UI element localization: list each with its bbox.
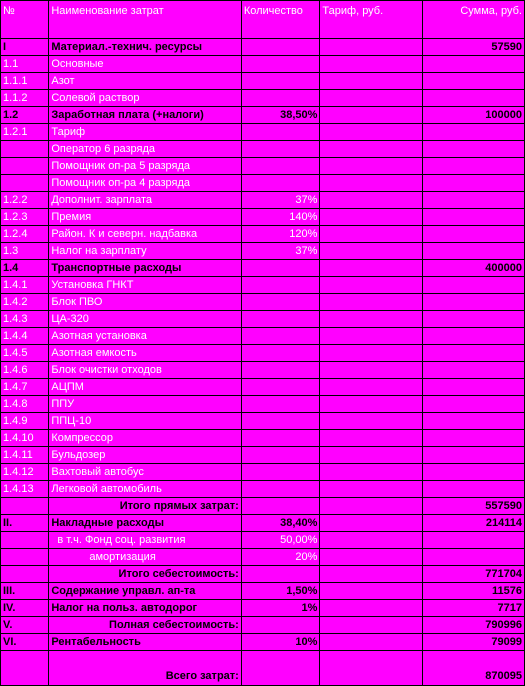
cell-name: Помощник оп-ра 5 разряда <box>49 158 241 175</box>
cell-tariff <box>320 107 423 124</box>
cell-num: 1.2.2 <box>1 192 49 209</box>
cell-qty <box>241 277 320 294</box>
cell-num: 1.4.11 <box>1 447 49 464</box>
cell-num: 1.1 <box>1 56 49 73</box>
cell-qty <box>241 430 320 447</box>
cell-sum <box>423 396 525 413</box>
header-name: Наименование затрат <box>49 1 241 39</box>
cell-num <box>1 498 49 515</box>
cell-qty <box>241 260 320 277</box>
cell-qty <box>241 566 320 583</box>
header-tariff: Тариф, руб. <box>320 1 423 39</box>
cell-num: 1.4.7 <box>1 379 49 396</box>
cell-name: Содержание управл. ап-та <box>49 583 241 600</box>
cell-num: 1.4.3 <box>1 311 49 328</box>
cell-qty <box>241 413 320 430</box>
cell-num: 1.4.12 <box>1 464 49 481</box>
cell-num: 1.4.2 <box>1 294 49 311</box>
cell-num: 1.4.5 <box>1 345 49 362</box>
table-row <box>1 532 525 549</box>
table-row <box>1 583 525 600</box>
cell-tariff <box>320 39 423 56</box>
cell-name: Установка ГНКТ <box>49 277 241 294</box>
cell-sum <box>423 294 525 311</box>
cell-tariff <box>320 175 423 192</box>
total-sum: 870095 <box>423 651 525 686</box>
cell-tariff <box>320 260 423 277</box>
cell-num <box>1 175 49 192</box>
table-row <box>1 430 525 447</box>
cell-name: Накладные расходы <box>49 515 241 532</box>
table-row <box>1 90 525 107</box>
cell-name: Тариф <box>49 124 241 141</box>
cell-tariff <box>320 583 423 600</box>
cell-num: 1.2 <box>1 107 49 124</box>
cell-sum <box>423 549 525 566</box>
cell-tariff <box>320 549 423 566</box>
cell-tariff <box>320 566 423 583</box>
cell-num: VI. <box>1 634 49 651</box>
cell-qty <box>241 141 320 158</box>
cell-name: Легковой автомобиль <box>49 481 241 498</box>
cell-sum: 79099 <box>423 634 525 651</box>
cell-qty: 10% <box>241 634 320 651</box>
table-row <box>1 39 525 56</box>
cell-tariff <box>320 447 423 464</box>
cell-sum: 11576 <box>423 583 525 600</box>
cell-name: АЦПМ <box>49 379 241 396</box>
cell-sum <box>423 209 525 226</box>
header-num: № <box>1 1 49 39</box>
table-row <box>1 311 525 328</box>
cell-tariff <box>320 209 423 226</box>
cell-tariff <box>320 617 423 634</box>
cell-tariff <box>320 141 423 158</box>
cell-qty <box>241 158 320 175</box>
cell-num: 1.2.4 <box>1 226 49 243</box>
cell-qty <box>241 396 320 413</box>
cell-num <box>1 158 49 175</box>
cell-tariff <box>320 600 423 617</box>
cell-qty <box>241 345 320 362</box>
table-row <box>1 464 525 481</box>
cell-name: Налог на зарплату <box>49 243 241 260</box>
cell-qty: 37% <box>241 192 320 209</box>
cell-qty <box>241 481 320 498</box>
cell-name: ЦА-320 <box>49 311 241 328</box>
table-row <box>1 447 525 464</box>
table-header-row <box>1 1 525 39</box>
cell-sum <box>423 379 525 396</box>
cell-sum <box>423 175 525 192</box>
cell-name: Рентабельность <box>49 634 241 651</box>
cell-sum <box>423 124 525 141</box>
cell-sum <box>423 447 525 464</box>
cell-num: 1.4 <box>1 260 49 277</box>
cell-sum: 7717 <box>423 600 525 617</box>
table-row <box>1 260 525 277</box>
cell-num: V. <box>1 617 49 634</box>
table-row <box>1 124 525 141</box>
total-label: Всего затрат: <box>49 651 241 686</box>
cell-tariff <box>320 294 423 311</box>
cell-name: Дополнит. зарплата <box>49 192 241 209</box>
table-row <box>1 379 525 396</box>
cell-tariff <box>320 634 423 651</box>
cell-name: в т.ч. Фонд соц. развития <box>49 532 241 549</box>
cell-sum: 100000 <box>423 107 525 124</box>
cell-name: ППУ <box>49 396 241 413</box>
cell-sum <box>423 328 525 345</box>
cell-num: 1.2.1 <box>1 124 49 141</box>
cell-num <box>1 141 49 158</box>
cell-qty <box>241 56 320 73</box>
cell-name: Район. К и северн. надбавка <box>49 226 241 243</box>
cell-name: Азот <box>49 73 241 90</box>
cell-num: 1.1.1 <box>1 73 49 90</box>
cell-tariff <box>320 379 423 396</box>
cell-name: Азотная емкость <box>49 345 241 362</box>
cell-sum <box>423 481 525 498</box>
cell-num: 1.4.9 <box>1 413 49 430</box>
header-sum: Сумма, руб. <box>423 1 525 39</box>
cell-tariff <box>320 311 423 328</box>
table-row <box>1 362 525 379</box>
total-tariff <box>320 651 423 686</box>
cell-sum <box>423 311 525 328</box>
cell-sum: 790996 <box>423 617 525 634</box>
table-row <box>1 243 525 260</box>
table-row <box>1 226 525 243</box>
cell-sum <box>423 226 525 243</box>
table-row <box>1 345 525 362</box>
cell-sum <box>423 277 525 294</box>
cell-name: Помощник оп-ра 4 разряда <box>49 175 241 192</box>
cell-name: Заработная плата (+налоги) <box>49 107 241 124</box>
cell-qty: 38,40% <box>241 515 320 532</box>
cell-num: 1.4.1 <box>1 277 49 294</box>
cell-num: 1.4.13 <box>1 481 49 498</box>
cell-qty <box>241 39 320 56</box>
cell-name: Блок очистки отходов <box>49 362 241 379</box>
cell-sum <box>423 73 525 90</box>
cell-qty <box>241 379 320 396</box>
cell-tariff <box>320 226 423 243</box>
table-row <box>1 175 525 192</box>
table-row <box>1 498 525 515</box>
cell-sum: 214114 <box>423 515 525 532</box>
cell-sum <box>423 90 525 107</box>
table-row <box>1 634 525 651</box>
cell-num: 1.4.4 <box>1 328 49 345</box>
table-row <box>1 192 525 209</box>
cell-num: 1.3 <box>1 243 49 260</box>
table-row <box>1 396 525 413</box>
cell-qty <box>241 362 320 379</box>
cell-qty <box>241 311 320 328</box>
cell-num: IV. <box>1 600 49 617</box>
table-row <box>1 141 525 158</box>
cell-qty <box>241 328 320 345</box>
cell-qty: 37% <box>241 243 320 260</box>
cell-num: III. <box>1 583 49 600</box>
cell-qty <box>241 175 320 192</box>
cell-num <box>1 532 49 549</box>
cell-qty <box>241 124 320 141</box>
cell-sum <box>423 430 525 447</box>
cell-name: Итого прямых затрат: <box>49 498 241 515</box>
table-row <box>1 549 525 566</box>
cell-tariff <box>320 56 423 73</box>
cell-qty: 1% <box>241 600 320 617</box>
cell-qty <box>241 447 320 464</box>
cell-qty <box>241 90 320 107</box>
table-row <box>1 566 525 583</box>
cell-name: Итого себестоимость: <box>49 566 241 583</box>
cell-sum <box>423 464 525 481</box>
cell-num <box>1 566 49 583</box>
cell-sum: 771704 <box>423 566 525 583</box>
cell-num: 1.4.8 <box>1 396 49 413</box>
cell-qty: 50,00% <box>241 532 320 549</box>
cell-tariff <box>320 413 423 430</box>
cell-num: I <box>1 39 49 56</box>
cell-name: Оператор 6 разряда <box>49 141 241 158</box>
cell-num: 1.4.10 <box>1 430 49 447</box>
header-qty: Количество <box>241 1 320 39</box>
cell-name: Полная себестоимость: <box>49 617 241 634</box>
table-row <box>1 515 525 532</box>
cell-qty: 140% <box>241 209 320 226</box>
cell-tariff <box>320 396 423 413</box>
cell-tariff <box>320 498 423 515</box>
cell-name: Бульдозер <box>49 447 241 464</box>
cell-qty: 38,50% <box>241 107 320 124</box>
table-row <box>1 209 525 226</box>
cell-tariff <box>320 124 423 141</box>
cell-name: Налог на польз. автодорог <box>49 600 241 617</box>
cell-qty <box>241 73 320 90</box>
table-row <box>1 481 525 498</box>
cell-tariff <box>320 158 423 175</box>
cell-sum <box>423 192 525 209</box>
cell-sum <box>423 141 525 158</box>
cell-sum <box>423 243 525 260</box>
table-row <box>1 107 525 124</box>
cell-name: амортизация <box>49 549 241 566</box>
cell-name: Материал.-технич. ресурсы <box>49 39 241 56</box>
cell-qty <box>241 294 320 311</box>
cell-sum <box>423 56 525 73</box>
cell-sum <box>423 345 525 362</box>
cell-qty: 20% <box>241 549 320 566</box>
cell-tariff <box>320 243 423 260</box>
table-row <box>1 413 525 430</box>
cell-tariff <box>320 532 423 549</box>
cell-name: Солевой раствор <box>49 90 241 107</box>
cell-tariff <box>320 90 423 107</box>
cell-qty: 120% <box>241 226 320 243</box>
cell-name: Премия <box>49 209 241 226</box>
cell-tariff <box>320 481 423 498</box>
table-row <box>1 277 525 294</box>
cell-num: II. <box>1 515 49 532</box>
grand-total-row <box>1 651 525 686</box>
cell-sum <box>423 158 525 175</box>
cell-name: Вахтовый автобус <box>49 464 241 481</box>
cell-name: ППЦ-10 <box>49 413 241 430</box>
cell-num <box>1 549 49 566</box>
cell-name: Блок ПВО <box>49 294 241 311</box>
cell-num: 1.1.2 <box>1 90 49 107</box>
cell-sum <box>423 362 525 379</box>
cell-tariff <box>320 328 423 345</box>
cell-name: Азотная установка <box>49 328 241 345</box>
cell-qty <box>241 464 320 481</box>
cell-tariff <box>320 515 423 532</box>
table-row <box>1 600 525 617</box>
cell-num: 1.2.3 <box>1 209 49 226</box>
cell-sum: 557590 <box>423 498 525 515</box>
cell-tariff <box>320 430 423 447</box>
cell-sum <box>423 413 525 430</box>
cell-qty <box>241 617 320 634</box>
cell-name: Транспортные расходы <box>49 260 241 277</box>
total-num <box>1 651 49 686</box>
cell-tariff <box>320 277 423 294</box>
table-row <box>1 73 525 90</box>
table-row <box>1 158 525 175</box>
cell-sum <box>423 532 525 549</box>
cell-tariff <box>320 362 423 379</box>
cell-num: 1.4.6 <box>1 362 49 379</box>
cell-tariff <box>320 345 423 362</box>
total-qty <box>241 651 320 686</box>
cell-qty: 1,50% <box>241 583 320 600</box>
table-row <box>1 617 525 634</box>
cell-tariff <box>320 73 423 90</box>
table-row <box>1 294 525 311</box>
cell-sum: 57590 <box>423 39 525 56</box>
cell-tariff <box>320 192 423 209</box>
table-row <box>1 328 525 345</box>
table-row <box>1 56 525 73</box>
cell-name: Компрессор <box>49 430 241 447</box>
cell-sum: 400000 <box>423 260 525 277</box>
cell-qty <box>241 498 320 515</box>
cell-name: Основные <box>49 56 241 73</box>
cell-tariff <box>320 464 423 481</box>
